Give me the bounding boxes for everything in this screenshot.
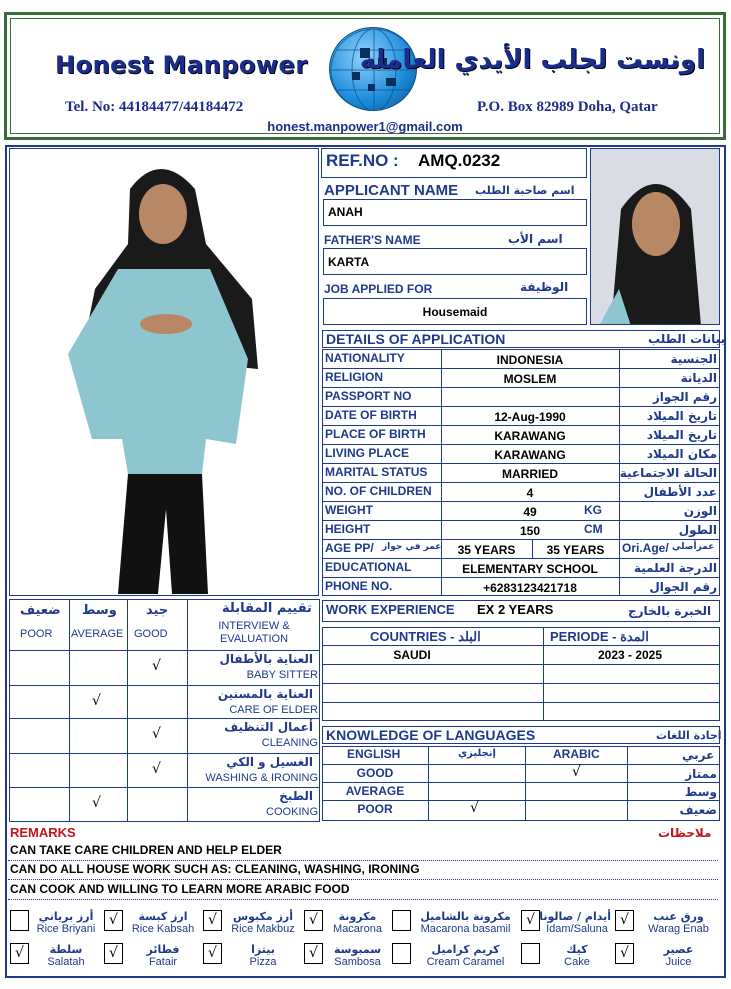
food-checkbox[interactable]	[392, 943, 411, 964]
eval-tick: √	[152, 658, 161, 674]
eval-poor-ar: ضعيف	[20, 603, 61, 618]
food-item	[521, 943, 611, 969]
food-item	[203, 943, 301, 969]
check-icon: √	[309, 912, 318, 928]
eval-skill-ar: العناية بالمسنين	[217, 687, 313, 701]
details-title: DETAILS OF APPLICATION	[326, 331, 506, 347]
food-name: Idam/Saluna	[546, 923, 608, 935]
food-checkbox[interactable]	[521, 943, 540, 964]
company-name-en: Honest Manpower	[55, 51, 308, 79]
eval-poor: POOR	[20, 628, 53, 640]
food-item	[104, 910, 200, 936]
food-name: Rice Kabsah	[131, 923, 195, 935]
food-item	[304, 943, 389, 969]
lang-level-label-ar: ضعيف	[679, 803, 717, 817]
detail-label-ar: عدد الأطفال	[643, 485, 717, 499]
job-value: Housemaid	[422, 305, 488, 319]
check-icon: √	[15, 945, 24, 961]
job-label: JOB APPLIED FOR	[324, 282, 433, 296]
check-icon: √	[208, 945, 217, 961]
languages-title-ar: اجادة اللغات	[656, 729, 722, 742]
food-checkbox[interactable]	[203, 910, 222, 931]
languages-title: KNOWLEDGE OF LANGUAGES	[326, 727, 536, 743]
eval-title-ar: تقييم المقابلة	[222, 601, 312, 616]
check-icon: √	[109, 912, 118, 928]
detail-label: NO. OF CHILDREN	[325, 484, 432, 498]
food-name-ar: فطائر	[146, 943, 180, 956]
lang-english: ENGLISH	[347, 747, 401, 761]
detail-label-ar: الديانة	[680, 371, 717, 385]
detail-label: LIVING PLACE	[325, 446, 410, 460]
eval-skill: CARE OF ELDER	[229, 704, 318, 716]
applicant-name-label-ar: اسم صاحبة الطلب	[475, 184, 575, 197]
lang-english-ar: إنجليزي	[458, 748, 496, 759]
eval-skill: BABY SITTER	[246, 669, 318, 681]
detail-value: KARAWANG	[494, 448, 566, 462]
details-title-ar: بيانات الطلب	[648, 332, 726, 346]
food-name-ar: كيك	[566, 943, 588, 956]
lang-level-label: AVERAGE	[345, 784, 405, 798]
food-name: Juice	[665, 956, 692, 968]
food-item	[392, 910, 517, 936]
detail-label: PASSPORT NO	[325, 389, 412, 403]
detail-label-ar: تاريخ الميلاد	[646, 428, 717, 442]
education-label-ar: الدرجة العلمية	[633, 561, 717, 575]
food-checkbox[interactable]	[10, 943, 29, 964]
remark-line-3: CAN COOK AND WILLING TO LEARN MORE ARABIC FOOD	[10, 882, 350, 896]
detail-label: RELIGION	[325, 370, 384, 384]
lang-arabic-ar: عربي	[682, 748, 715, 762]
food-item	[521, 910, 611, 936]
food-name-ar: مكرونة	[338, 910, 377, 923]
eval-skill-ar: العناية بالأطفال	[219, 652, 313, 666]
food-checkbox[interactable]	[521, 910, 540, 931]
food-item	[615, 910, 720, 936]
food-name-ar: سمبوسة	[333, 943, 382, 956]
father-name-label-ar: اسم الأب	[508, 232, 563, 246]
food-checkbox[interactable]	[104, 943, 123, 964]
eval-skill-ar: الغسيل و الكي	[226, 755, 313, 769]
ref-label: REF.NO :	[326, 151, 399, 170]
food-item	[104, 943, 200, 969]
remark-line-1: CAN TAKE CARE CHILDREN AND HELP ELDER	[10, 843, 282, 857]
age-ori: 35 YEARS	[546, 543, 605, 557]
food-item	[304, 910, 389, 936]
lang-arabic: ARABIC	[553, 747, 600, 761]
food-checkbox[interactable]	[203, 943, 222, 964]
letterhead	[4, 12, 726, 140]
age-pp: 35 YEARS	[457, 543, 516, 557]
work-period-1: 2023 - 2025	[597, 648, 663, 662]
eval-title: INTERVIEW & EVALUATION	[218, 620, 290, 645]
lang-english-tick: √	[470, 800, 479, 816]
remark-line-2: CAN DO ALL HOUSE WORK SUCH AS: CLEANING, WASHING, IRONING	[10, 862, 420, 876]
food-name-ar: عصير	[663, 943, 694, 956]
food-name: Rice Makbuz	[231, 923, 295, 935]
telephone: Tel. No: 44184477/44184472	[65, 99, 244, 115]
eval-tick: √	[152, 761, 161, 777]
letterhead-inner	[10, 18, 720, 134]
detail-label-ar: الحالة الاجتماعية	[619, 466, 717, 480]
job-label-ar: الوظيفة	[520, 280, 569, 294]
check-icon: √	[208, 912, 217, 928]
detail-label-ar: الجنسية	[670, 352, 717, 366]
ref-value: AMQ.0232	[418, 151, 501, 170]
food-name-ar: كريم كراميل	[431, 943, 500, 956]
work-value: EX 2 YEARS	[477, 602, 554, 617]
detail-label-ar: مكان الميلاد	[646, 447, 717, 461]
work-country-1: SAUDI	[393, 648, 431, 662]
food-name-ar: مكرونة بالشاميل	[420, 910, 511, 923]
detail-label: DATE OF BIRTH	[325, 408, 417, 422]
food-name: Sambosa	[334, 956, 381, 968]
food-name: Fatair	[148, 956, 178, 968]
father-name: KARTA	[328, 255, 370, 269]
remarks-label-ar: ملاحظات	[658, 826, 712, 840]
food-item	[392, 943, 517, 969]
age-label-ar: عمر في جواز	[382, 542, 442, 552]
food-name: Cream Caramel	[426, 956, 505, 968]
food-checkbox[interactable]	[10, 910, 29, 931]
email: honest.manpower1@gmail.com	[267, 119, 463, 134]
father-name-label: FATHER'S NAME	[324, 233, 421, 247]
detail-label: PLACE OF BIRTH	[325, 427, 426, 441]
food-name-ar: أرز مكبوس	[232, 910, 294, 923]
detail-value: 12-Aug-1990	[494, 410, 566, 424]
portrait-photo	[590, 148, 720, 325]
work-label-ar: الخبرة بالخارج	[628, 604, 712, 618]
food-checkbox[interactable]	[615, 943, 634, 964]
detail-value: 4	[526, 486, 534, 500]
age-label: AGE PP/	[325, 541, 374, 555]
detail-unit: KG	[584, 503, 602, 517]
countries-header: COUNTRIES - البلد	[370, 629, 481, 644]
food-name-ar: سلطة	[49, 943, 83, 956]
food-checkbox[interactable]	[304, 910, 323, 931]
detail-label: NATIONALITY	[325, 351, 405, 365]
eval-good-ar: جيد	[146, 603, 169, 618]
food-checkbox[interactable]	[615, 910, 634, 931]
food-item	[10, 943, 100, 969]
check-icon: √	[620, 945, 629, 961]
food-name-ar: ورق عنب	[653, 910, 704, 923]
eval-average-ar: وسط	[82, 603, 117, 618]
food-name: Macarona basamil	[420, 923, 511, 935]
detail-value: 49	[523, 505, 537, 519]
ori-age-label-ar: عمرأصلي	[672, 542, 715, 552]
applicant-name: ANAH	[328, 205, 363, 219]
food-checkbox[interactable]	[104, 910, 123, 931]
lang-level-label: GOOD	[356, 766, 394, 780]
eval-skill: WASHING & IRONING	[205, 772, 318, 784]
food-name: Warag Enab	[648, 923, 709, 935]
ori-age-label: Ori.Age/	[622, 541, 669, 555]
eval-skill: COOKING	[266, 806, 318, 818]
check-icon: √	[526, 912, 535, 928]
eval-tick: √	[152, 726, 161, 742]
food-name: Pizza	[249, 956, 277, 968]
lang-level-label-ar: وسط	[684, 785, 717, 799]
lang-level-label: POOR	[357, 802, 393, 816]
food-name-ar: أرز برياني	[38, 910, 94, 923]
food-name-ar: أيدام / صالونا	[539, 910, 611, 923]
eval-tick: √	[92, 795, 101, 811]
period-header: PERIODE - المدة	[550, 629, 649, 644]
food-checkbox[interactable]	[304, 943, 323, 964]
check-icon: √	[109, 945, 118, 961]
phone-label: PHONE NO.	[325, 579, 393, 593]
eval-average: AVERAGE	[71, 628, 124, 640]
detail-label: HEIGHT	[325, 522, 371, 536]
eval-tick: √	[92, 693, 101, 709]
food-item	[615, 943, 720, 969]
education-value: ELEMENTARY SCHOOL	[462, 562, 598, 576]
food-name-ar: بيتزا	[251, 943, 275, 956]
company-name-ar: اونست لجلب الأيدي العامله	[359, 45, 705, 75]
detail-value: INDONESIA	[496, 353, 564, 367]
eval-good: GOOD	[134, 628, 168, 640]
detail-label-ar: الطول	[678, 523, 717, 537]
food-name: Macarona	[333, 923, 382, 935]
detail-value: KARAWANG	[494, 429, 566, 443]
eval-skill-ar: أعمال التنظيف	[224, 720, 313, 734]
phone-label-ar: رقم الجوال	[649, 580, 717, 594]
education-label: EDUCATIONAL	[325, 560, 412, 574]
eval-skill-ar: الطبخ	[279, 789, 313, 803]
detail-unit: CM	[584, 522, 603, 536]
detail-value: MOSLEM	[503, 372, 557, 386]
po-box: P.O. Box 82989 Doha, Qatar	[477, 99, 658, 115]
food-name: Cake	[564, 956, 590, 968]
detail-value: 150	[519, 524, 541, 538]
lang-arabic-tick: √	[572, 764, 581, 780]
food-checkbox[interactable]	[392, 910, 411, 931]
full-body-photo	[9, 148, 319, 596]
food-name-ar: ارز كبسة	[138, 910, 188, 923]
detail-label-ar: تاريخ الميلاد	[646, 409, 717, 423]
detail-label-ar: الوزن	[683, 504, 717, 518]
detail-value: MARRIED	[502, 467, 558, 481]
eval-skill: CLEANING	[261, 737, 318, 749]
lang-level-label-ar: ممتاز	[685, 767, 717, 781]
detail-label: WEIGHT	[325, 503, 373, 517]
detail-label-ar: رقم الجواز	[652, 390, 717, 404]
remarks-label: REMARKS	[10, 825, 76, 840]
food-item	[10, 910, 100, 936]
work-label: WORK EXPERIENCE	[326, 602, 455, 617]
phone-value: +6283123421718	[483, 581, 577, 595]
check-icon: √	[309, 945, 318, 961]
detail-label: MARITAL STATUS	[325, 465, 428, 479]
food-name: Salatah	[47, 956, 85, 968]
applicant-name-label: APPLICANT NAME	[324, 182, 459, 199]
check-icon: √	[620, 912, 629, 928]
food-name: Rice Briyani	[36, 923, 96, 935]
food-item	[203, 910, 301, 936]
